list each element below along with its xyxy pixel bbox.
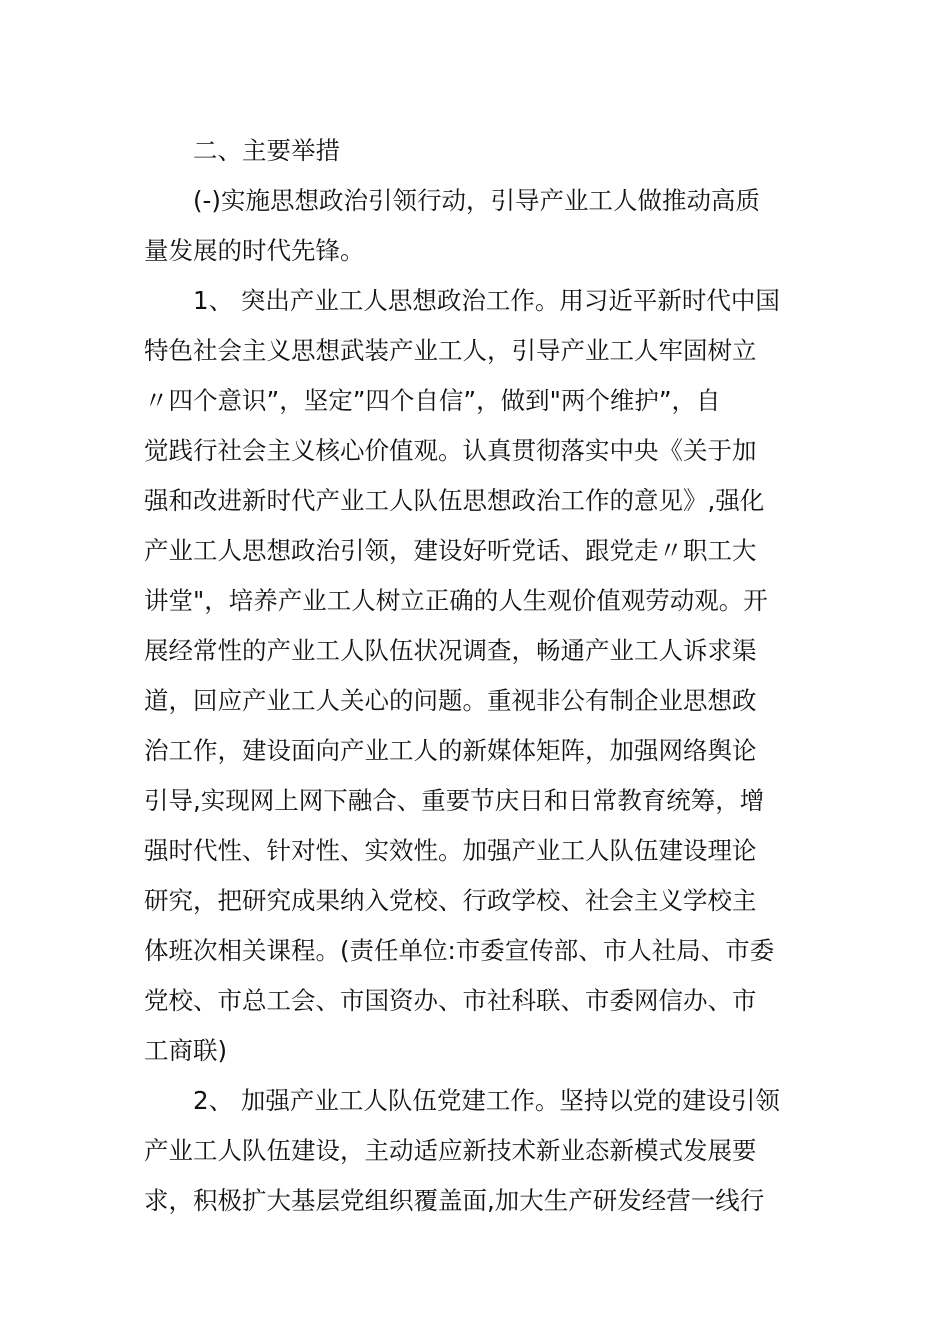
paragraph-line: 产业工人思想政治引领，建设好听党话、跟党走〃职工大 xyxy=(144,536,757,565)
paragraph-line: 产业工人队伍建设，主动适应新技术新业态新模式发展要 xyxy=(144,1136,757,1165)
paragraph-line: 特色社会主义思想武装产业工人，引导产业工人牢固树立 xyxy=(144,336,757,365)
paragraph-line: 党校、市总工会、市国资办、市社科联、市委网信办、市 xyxy=(144,986,757,1015)
paragraph-line: 工商联) xyxy=(144,1036,228,1065)
paragraph-line: 强和改进新时代产业工人队伍思想政治工作的意见》,强化 xyxy=(144,486,765,515)
paragraph-line: 觉践行社会主义核心价值观。认真贯彻落实中央《关于加 xyxy=(144,436,757,465)
paragraph-line: 引导,实现网上网下融合、重要节庆日和日常教育统筹，增 xyxy=(144,786,765,815)
paragraph-line: 求，积极扩大基层党组织覆盖面,加大生产研发经营一线行 xyxy=(144,1186,765,1215)
paragraph-line: 2、 加强产业工人队伍党建工作。坚持以党的建设引领 xyxy=(193,1086,780,1115)
item2-paragraph xyxy=(144,1076,810,1226)
paragraph-line: 体班次相关课程。(责任单位:市委宣传部、市人社局、市委 xyxy=(144,936,775,965)
subsection-heading-line: (-)实施思想政治引领行动，引导产业工人做推动高质 xyxy=(193,186,760,215)
paragraph-line: 治工作，建设面向产业工人的新媒体矩阵，加强网络舆论 xyxy=(144,736,757,765)
paragraph-line: 1、 突出产业工人思想政治工作。用习近平新时代中国 xyxy=(193,286,780,315)
paragraph-line: 道，回应产业工人关心的问题。重视非公有制企业思想政 xyxy=(144,686,757,715)
paragraph-line: 展经常性的产业工人队伍状况调查，畅通产业工人诉求渠 xyxy=(144,636,757,665)
paragraph-line: 讲堂"，培养产业工人树立正确的人生观价值观劳动观。开 xyxy=(144,586,768,615)
subsection-heading-line: 量发展的时代先锋。 xyxy=(144,236,365,265)
paragraph-line: 研究，把研究成果纳入党校、行政学校、社会主义学校主 xyxy=(144,886,757,915)
section-heading: 二、主要举措 xyxy=(193,136,340,165)
item1-paragraph xyxy=(144,276,810,1076)
subsection-heading-block xyxy=(144,176,810,276)
section-heading-block xyxy=(144,126,810,176)
paragraph-line: 〃四个意识”，坚定”四个自信”，做到"两个维护”，自 xyxy=(144,386,721,415)
paragraph-line: 强时代性、针对性、实效性。加强产业工人队伍建设理论 xyxy=(144,836,757,865)
